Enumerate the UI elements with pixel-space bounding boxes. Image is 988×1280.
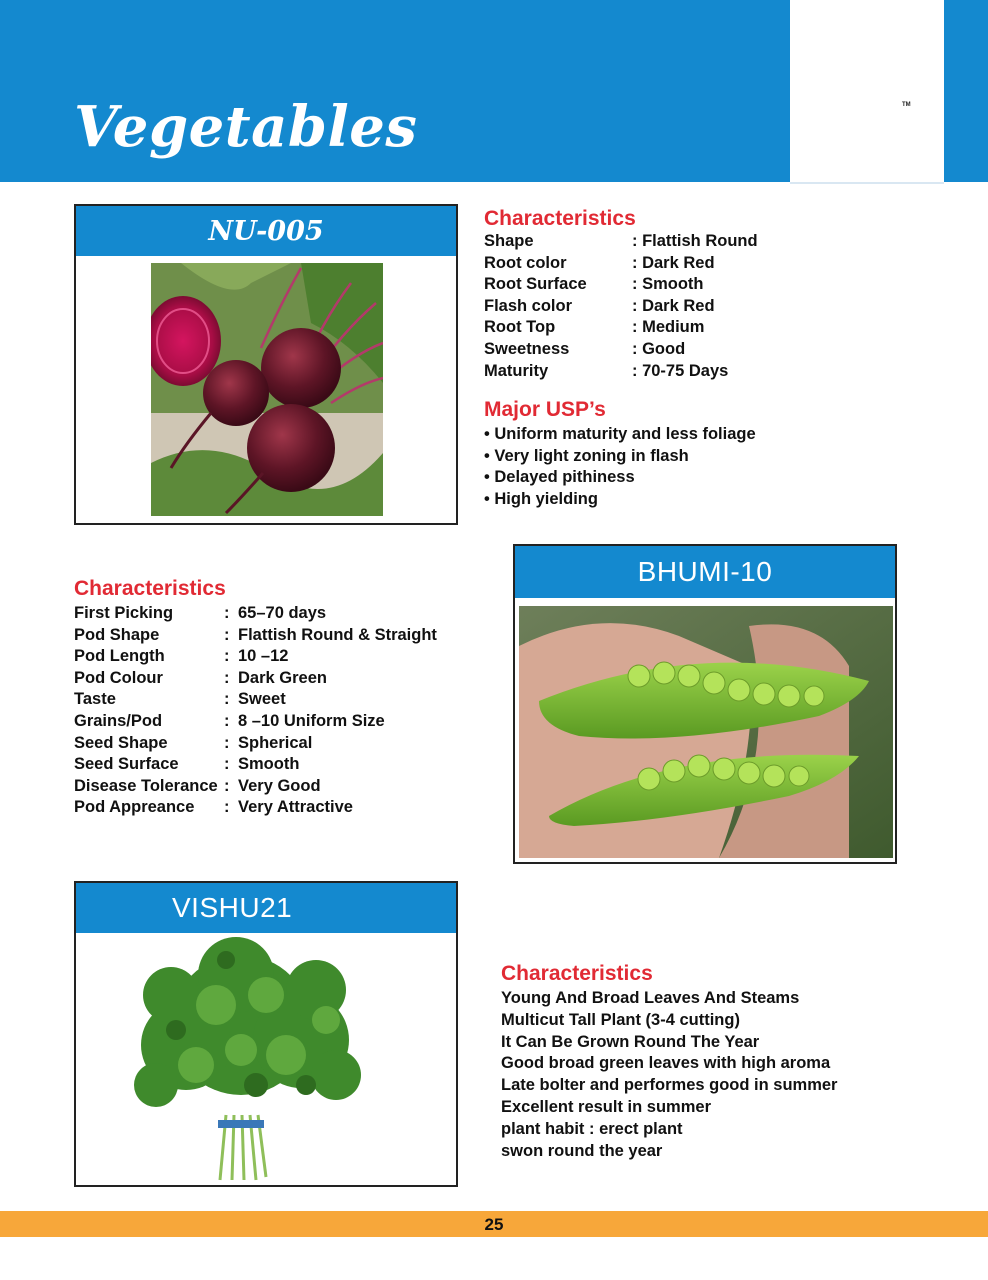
spec-colon: : <box>224 604 230 622</box>
spec-label: Seed Surface <box>74 755 179 774</box>
header-right-strip <box>944 0 988 182</box>
spec-label: Root Top <box>484 318 556 337</box>
product-card-vishu21 <box>74 881 458 1187</box>
spec-value: 8 –10 Uniform Size <box>238 711 385 730</box>
spec-colon: : <box>224 733 230 752</box>
spec-value: : Dark Red <box>632 296 715 315</box>
spec-label: Root color <box>484 253 567 272</box>
spec-label: Seed Shape <box>74 733 168 752</box>
spec-value: : Smooth <box>632 275 704 294</box>
spec-row <box>484 339 758 361</box>
spec-row <box>484 253 758 275</box>
spec-value: 65–70 days <box>238 604 327 622</box>
spec-row <box>484 361 758 383</box>
bhumi10-characteristics-list <box>74 603 437 819</box>
spec-colon: : <box>224 668 230 687</box>
spec-row <box>74 603 437 625</box>
spec-row <box>74 646 437 668</box>
spec-label: Pod Colour <box>74 668 163 687</box>
spec-label: Taste <box>74 690 116 709</box>
spec-label: Disease Tolerance <box>74 776 218 795</box>
spec-row <box>74 733 437 755</box>
spec-label: Grains/Pod <box>74 711 163 730</box>
spec-value: : 70-75 Days <box>632 361 729 380</box>
characteristic-item: plant habit : erect plant <box>501 1119 683 1138</box>
logo-box <box>790 0 944 184</box>
characteristic-item: Late bolter and performes good in summer <box>501 1076 838 1095</box>
page-number: 25 <box>484 1215 504 1234</box>
spec-row <box>484 231 758 253</box>
spec-value: : Good <box>632 339 686 358</box>
spec-colon: : <box>224 690 230 709</box>
spec-label: Sweetness <box>484 339 570 358</box>
spec-row <box>74 625 437 647</box>
characteristic-item: It Can Be Grown Round The Year <box>501 1032 760 1051</box>
characteristic-item: swon round the year <box>501 1141 663 1160</box>
product-card-title: VISHU21 <box>76 883 456 933</box>
spec-label: First Picking <box>74 604 174 622</box>
spec-row <box>484 317 758 339</box>
page-title: Vegetables <box>74 94 418 160</box>
characteristic-item: Good broad green leaves with high aroma <box>501 1054 831 1073</box>
nu005-usp-list <box>484 424 756 510</box>
spec-value: : Flattish Round <box>632 232 758 250</box>
spec-label: Flash color <box>484 296 573 315</box>
usp-item: • High yielding <box>484 489 598 508</box>
spec-colon: : <box>224 711 230 730</box>
spec-value: Dark Green <box>238 668 327 687</box>
spec-row <box>74 668 437 690</box>
nu005-characteristics-heading: Characteristics <box>484 207 636 230</box>
spec-colon: : <box>224 776 230 795</box>
spec-value: Flattish Round & Straight <box>238 625 437 644</box>
spec-label: Shape <box>484 232 534 250</box>
spec-value: Very Good <box>238 776 321 795</box>
product-card-bhumi10 <box>513 544 897 864</box>
vishu21-characteristics-list <box>501 988 837 1162</box>
product-card-title: NU-005 <box>76 206 456 256</box>
spec-colon: : <box>224 755 230 774</box>
nu005-characteristics-list <box>484 231 758 382</box>
trademark-mark: TM <box>902 102 911 108</box>
pea-pods-image <box>519 606 893 858</box>
characteristic-item: Multicut Tall Plant (3-4 cutting) <box>501 1010 740 1029</box>
spec-value: 10 –12 <box>238 647 289 666</box>
spec-row <box>74 689 437 711</box>
spec-value: Very Attractive <box>238 798 353 817</box>
spec-value: : Dark Red <box>632 253 715 272</box>
vishu21-characteristics-heading: Characteristics <box>501 962 653 985</box>
spec-row <box>74 797 437 819</box>
usp-item: • Very light zoning in flash <box>484 446 689 465</box>
spec-label: Root Surface <box>484 275 587 294</box>
spec-label: Pod Shape <box>74 625 160 644</box>
spec-colon: : <box>224 647 230 666</box>
characteristic-item: Excellent result in summer <box>501 1097 711 1116</box>
nu005-usp-heading: Major USP’s <box>484 398 606 421</box>
spec-value: Sweet <box>238 690 286 709</box>
spec-row <box>74 754 437 776</box>
spec-row <box>74 776 437 798</box>
spec-value: : Medium <box>632 318 705 337</box>
characteristic-item: Young And Broad Leaves And Steams <box>501 989 800 1007</box>
spec-label: Maturity <box>484 361 549 380</box>
bhumi10-characteristics-heading: Characteristics <box>74 577 226 600</box>
spec-value: Spherical <box>238 733 313 752</box>
spec-row <box>74 711 437 733</box>
usp-item: • Uniform maturity and less foliage <box>484 425 756 443</box>
usp-item: • Delayed pithiness <box>484 468 635 487</box>
product-card-title: BHUMI-10 <box>515 546 895 598</box>
coriander-image <box>116 935 406 1185</box>
spec-colon: : <box>224 798 230 817</box>
spec-label: Pod Length <box>74 647 165 666</box>
spec-label: Pod Appreance <box>74 798 195 817</box>
product-card-nu005 <box>74 204 458 525</box>
spec-colon: : <box>224 625 230 644</box>
spec-value: Smooth <box>238 755 300 774</box>
spec-row <box>484 274 758 296</box>
spec-row <box>484 296 758 318</box>
beetroot-image <box>151 263 383 516</box>
